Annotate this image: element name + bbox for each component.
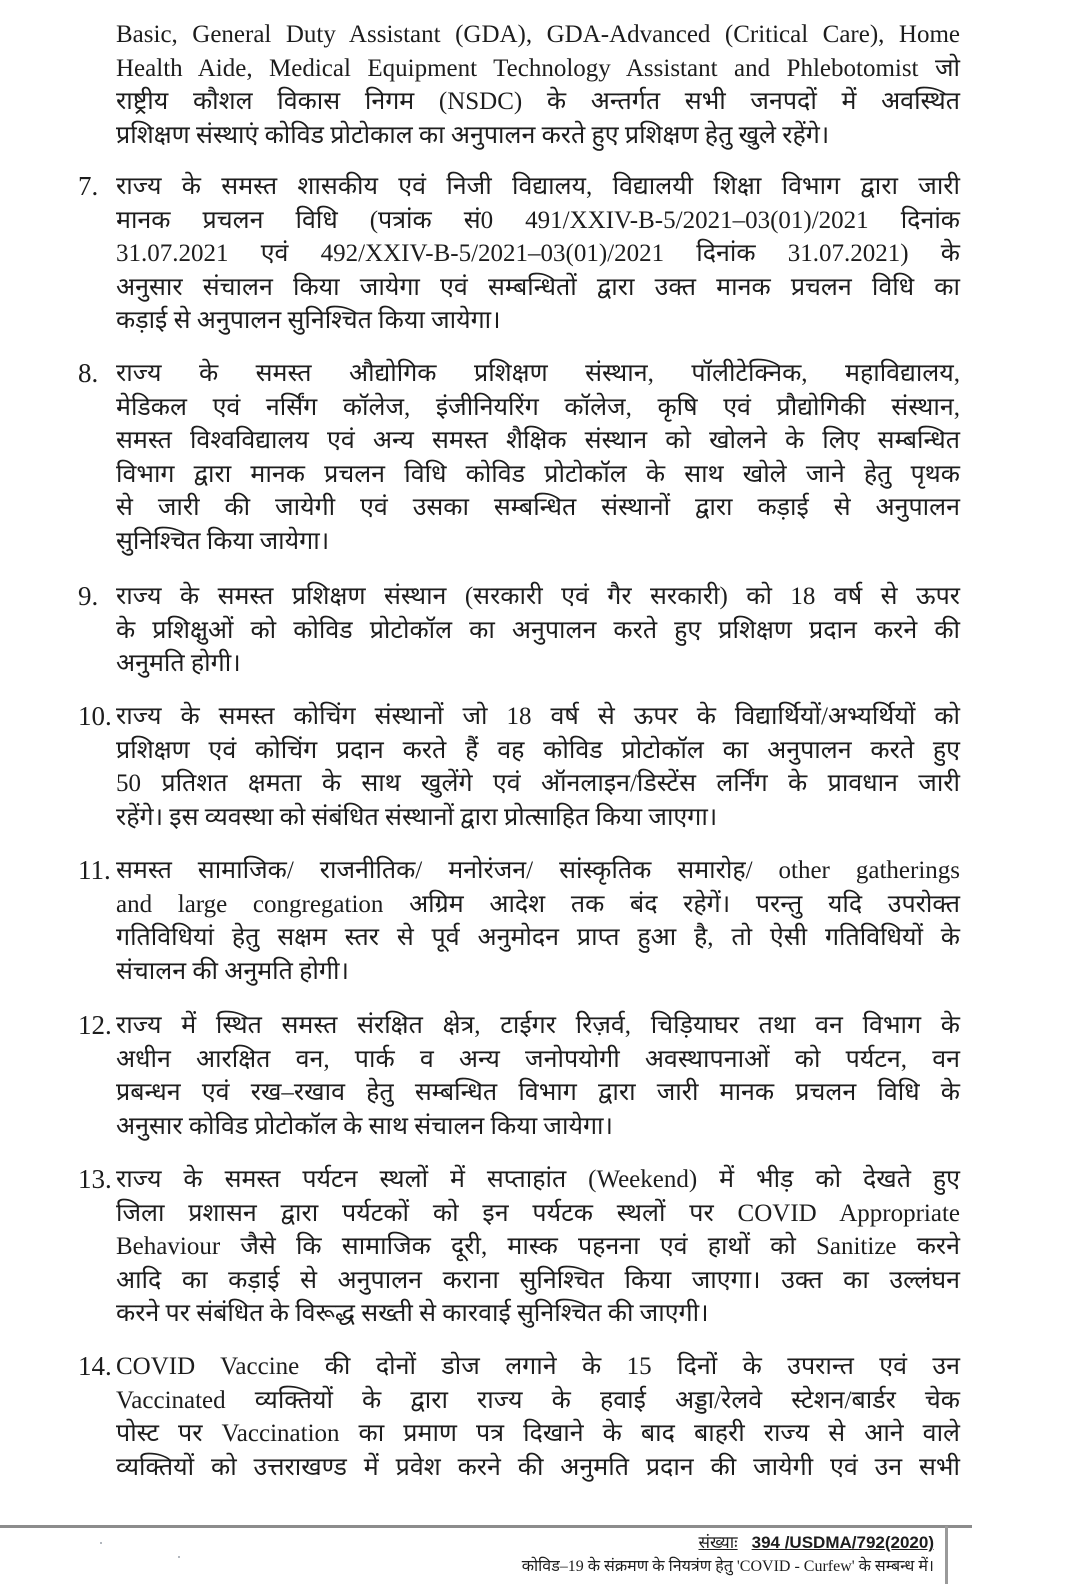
item-number: 13. [78,1164,112,1194]
item-line: राज्य में स्थित समस्त संरक्षित क्षेत्र, टाईगर रिज़र्व, चिड़ियाघर तथा वन विभाग के [116,1012,960,1039]
reference-value: 394 /USDMA/792(2020) [751,1533,934,1552]
list-item-9 [78,580,960,681]
item-line: मेडिकल एवं नर्सिंग कॉलेज, इंजीनियरिंग कॉलेज, कृषि एवं प्रौद्योगिकी संस्थान, [116,393,960,421]
item-number: 8. [78,358,99,388]
item-number: 9. [78,581,99,611]
item-line: Behaviour जैसे कि सामाजिक दूरी, मास्क पहनना एवं हाथों को Sanitize करने [116,1233,960,1260]
list-item-14 [78,1350,960,1484]
footer-divider [0,1525,972,1528]
continuation-paragraph [116,18,960,152]
item-line: संचालन की अनुमति होगी। [116,957,349,985]
item-line: के प्रशिक्षुओं को कोविड प्रोटोकॉल का अनुपालन करते हुए प्रशिक्षण प्रदान करने की [116,616,960,644]
item-line: पोस्ट पर Vaccination का प्रमाण पत्र दिखाने के बाद बाहरी राज्य से आने वाले [116,1420,960,1447]
continuation-line: राष्ट्रीय कौशल विकास निगम (NSDC) के अन्तर्गत सभी जनपदों में अवस्थित [116,88,960,115]
item-line: प्रशिक्षण एवं कोचिंग प्रदान करते हैं वह कोविड प्रोटोकॉल का अनुपालन करते हुए [116,736,960,764]
list-item-13 [78,1163,960,1331]
item-line: राज्य के समस्त पर्यटन स्थलों में सप्ताहांत (Weekend) में भीड़ को देखते हुए [116,1166,960,1193]
item-body [116,170,960,338]
item-line: से जारी की जायेगी एवं उसका सम्बन्धित संस्थानों द्वारा कड़ाई से अनुपालन [116,494,960,521]
item-line: करने पर संबंधित के विरूद्ध सख्ती से कारवाई सुनिश्चित की जाएगी। [116,1300,709,1327]
item-body [116,580,960,681]
item-line: अधीन आरक्षित वन, पार्क व अन्य जनोपयोगी अवस्थापनाओं को पर्यटन, वन [116,1045,960,1073]
item-number: 12. [78,1010,112,1040]
item-line: आदि का कड़ाई से अनुपालन कराना सुनिश्चित किया जाएगा। उक्त का उल्लंघन [116,1266,960,1294]
item-line: अनुसार संचालन किया जायेगा एवं सम्बन्धितों द्वारा उक्त मानक प्रचलन विधि का [116,273,960,301]
item-number: 10. [78,701,112,731]
item-line: 31.07.2021 एवं 492/XXIV-B-5/2021–03(01)/2021 दिनांक 31.07.2021) के [116,240,960,267]
item-body [116,1009,960,1143]
item-number: 14. [78,1351,112,1381]
item-line: 50 प्रतिशत क्षमता के साथ खुलेंगे एवं ऑनलाइन/डिस्टेंस लर्निंग के प्रावधान जारी [116,770,960,797]
item-line: गतिविधियां हेतु सक्षम स्तर से पूर्व अनुमोदन प्राप्त हुआ है, तो ऐसी गतिविधियों के [116,924,960,951]
item-body [116,1350,960,1484]
scan-speck [100,1542,102,1544]
item-body [116,357,960,558]
item-number: 7. [78,171,99,201]
item-line: COVID Vaccine की दोनों डोज लगाने के 15 दिनों के उपरान्त एवं उन [116,1353,960,1380]
list-item-8 [78,357,960,558]
item-line: विभाग द्वारा मानक प्रचलन विधि कोविड प्रोटोकॉल के साथ खोले जाने हेतु पृथक [116,460,960,488]
item-line: जिला प्रशासन द्वारा पर्यटकों को इन पर्यटक स्थलों पर COVID Appropriate [116,1199,960,1227]
item-line: समस्त विश्वविद्यालय एवं अन्य समस्त शैक्षिक संस्थान को खोलने के लिए सम्बन्धित [116,427,960,454]
item-line: राज्य के समस्त औद्योगिक प्रशिक्षण संस्थान, पॉलीटेक्निक, महाविद्यालय, [116,360,960,387]
item-body [116,1163,960,1331]
item-line: and large congregation अग्रिम आदेश तक बंद रहेगें। परन्तु यदि उपरोक्त [116,890,960,918]
item-line: राज्य के समस्त शासकीय एवं निजी विद्यालय, विद्यालयी शिक्षा विभाग द्वारा जारी [116,173,960,200]
scan-speck [178,1556,180,1558]
item-line: समस्त सामाजिक/ राजनीतिक/ मनोरंजन/ सांस्कृतिक समारोह/ other gatherings [116,857,960,884]
item-line: अनुसार कोविड प्रोटोकॉल के साथ संचालन किया जायेगा। [116,1112,613,1140]
item-line: मानक प्रचलन विधि (पत्रांक सं0 491/XXIV-B-5/2021–03(01)/2021 दिनांक [116,206,960,234]
list-item-7 [78,170,960,338]
item-line: सुनिश्चित किया जायेगा। [116,527,330,555]
list-item-10 [78,700,960,834]
item-line: राज्य के समस्त प्रशिक्षण संस्थान (सरकारी एवं गैर सरकारी) को 18 वर्ष से ऊपर [116,583,960,610]
item-line: अनुमति होगी। [116,650,241,677]
footer-subject: कोविड–19 के संक्रमण के नियत्रंण हेतु 'COVID - Curfew' के सम्बन्ध में। [521,1558,934,1575]
item-number: 11. [78,855,111,885]
item-line: Vaccinated व्यक्तियों के द्वारा राज्य के हवाई अड्डा/रेलवे स्टेशन/बार्डर चेक [116,1386,960,1414]
footer-vertical-divider [945,1526,948,1584]
continuation-line: प्रशिक्षण संस्थाएं कोविड प्रोटोकाल का अनुपालन करते हुए प्रशिक्षण हेतु खुले रहेंगे। [116,121,830,149]
footer-reference-number [698,1530,934,1553]
item-line: प्रबन्धन एवं रख–रखाव हेतु सम्बन्धित विभाग द्वारा जारी मानक प्रचलन विधि के [116,1079,960,1106]
item-line: व्यक्तियों को उत्तराखण्ड में प्रवेश करने की अनुमति प्रदान की जायेगी एवं उन सभी [116,1453,960,1481]
item-line: रहेंगे। इस व्यवस्था को संबंधित संस्थानों द्वारा प्रोत्साहित किया जाएगा। [116,803,718,831]
list-item-11 [78,854,960,988]
item-body [116,854,960,988]
continuation-line: Basic, General Duty Assistant (GDA), GDA-Advanced (Critical Care), Home [116,21,960,48]
item-body [116,700,960,834]
item-line: राज्य के समस्त कोचिंग संस्थानों जो 18 वर्ष से ऊपर के विद्यार्थियों/अभ्यर्थियों को [116,703,960,730]
list-item-12 [78,1009,960,1143]
item-line: कड़ाई से अनुपालन सुनिश्चित किया जायेगा। [116,307,501,334]
continuation-line: Health Aide, Medical Equipment Technology Assistant and Phlebotomist जो [116,54,960,82]
reference-label: संख्याः [698,1533,738,1552]
